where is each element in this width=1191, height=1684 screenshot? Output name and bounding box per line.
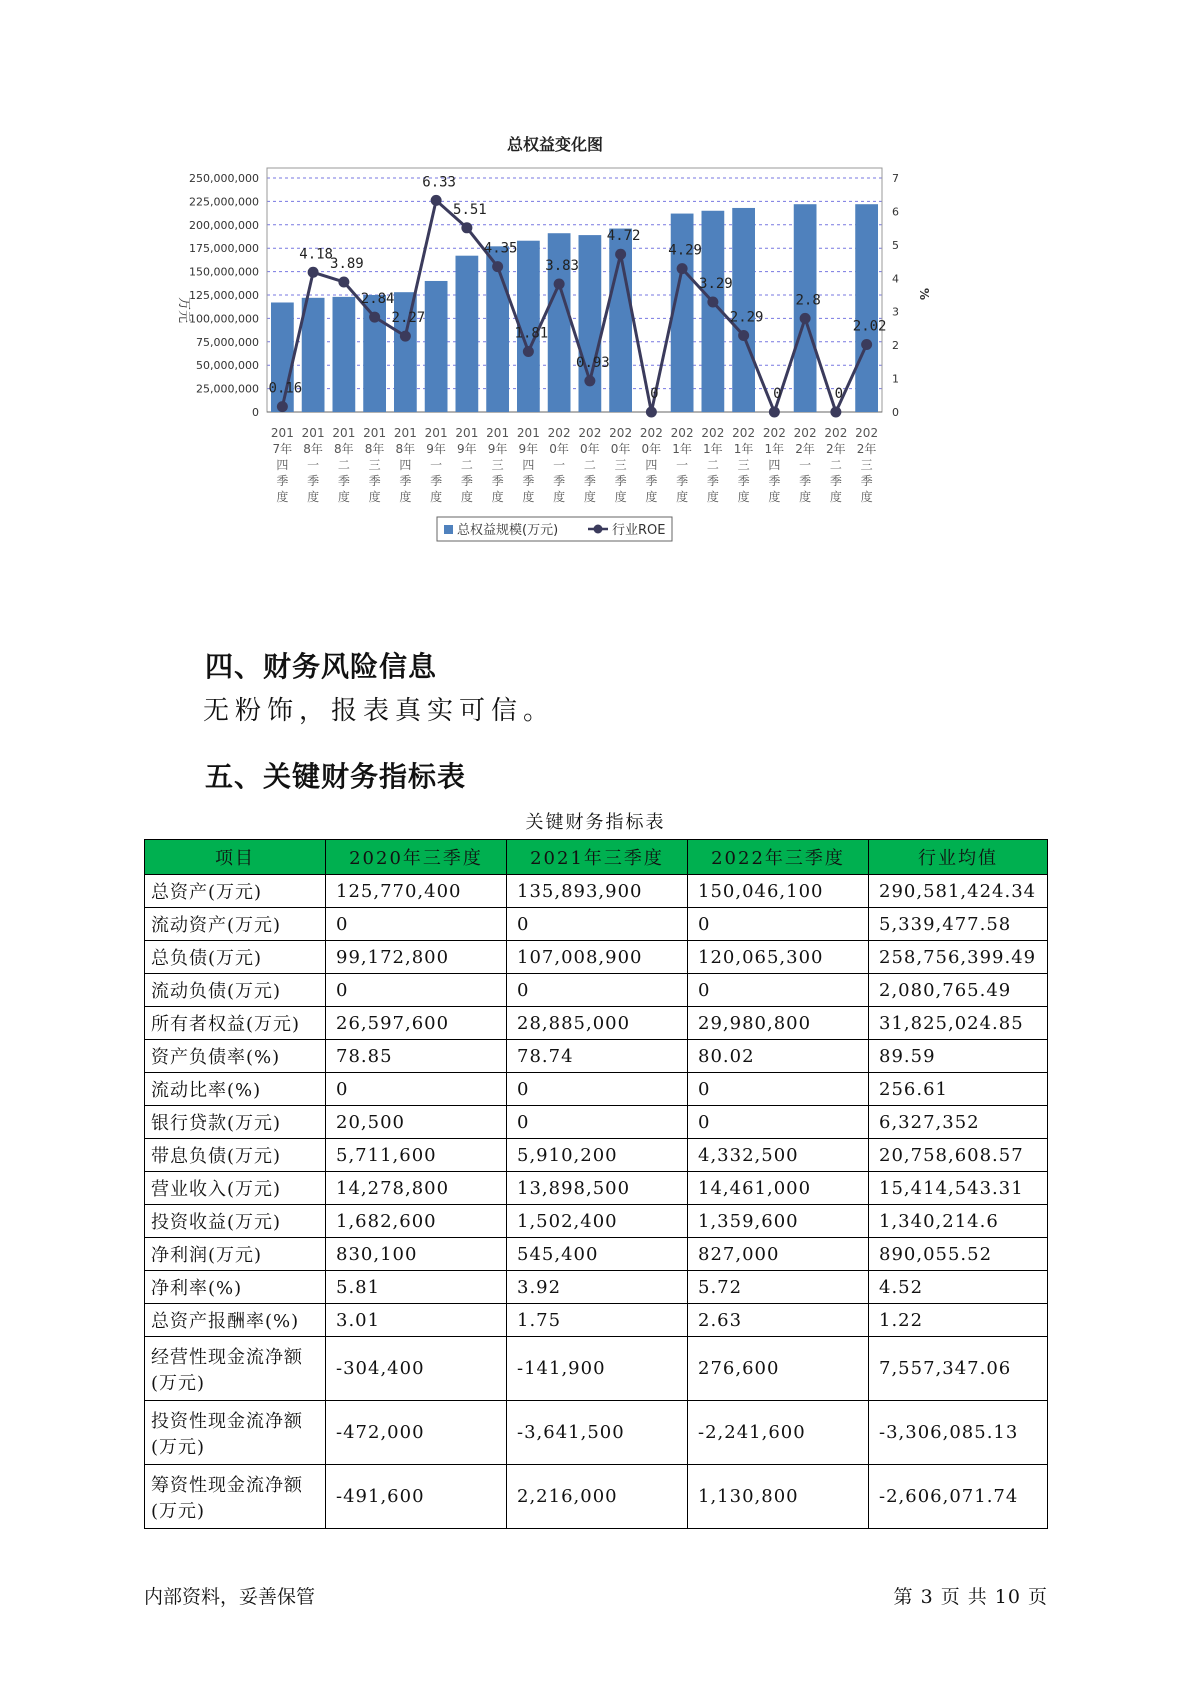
table-cell: 830,100	[326, 1238, 507, 1271]
x-tick-label: 度	[676, 490, 689, 504]
x-tick-label: 季	[860, 474, 873, 488]
roe-data-label: 0.16	[268, 380, 303, 397]
roe-point	[400, 331, 411, 342]
roe-data-label: 2.27	[391, 310, 426, 327]
roe-data-label: 0.93	[576, 354, 610, 371]
table-row	[145, 1401, 1048, 1465]
x-tick-label: 202	[732, 426, 756, 440]
x-tick-label: 二	[460, 458, 473, 472]
table-cell: -2,241,600	[688, 1401, 869, 1465]
table-cell: 1,359,600	[688, 1205, 869, 1238]
table-cell: 0	[326, 974, 507, 1007]
y-tick-label: 200,000,000	[189, 218, 259, 232]
table-row	[145, 974, 1048, 1007]
roe-point	[492, 261, 503, 272]
x-tick-label: 季	[829, 474, 842, 488]
metrics-heading: 五、关键财务指标表	[205, 760, 467, 793]
row-label: 资产负债率(%)	[145, 1040, 326, 1073]
row-label: 筹资性现金流净额(万元)	[145, 1465, 326, 1529]
x-tick-label: 度	[829, 490, 842, 504]
table-cell: 28,885,000	[507, 1007, 688, 1040]
table-cell: -141,900	[507, 1337, 688, 1401]
row-label: 净利率(%)	[145, 1271, 326, 1304]
table-cell: -491,600	[326, 1465, 507, 1529]
y-tick-label: 150,000,000	[189, 265, 259, 279]
x-tick-label: 9年	[518, 442, 539, 456]
x-tick-label: 度	[553, 490, 566, 504]
legend-line-label: 行业ROE	[612, 523, 666, 538]
roe-point	[769, 407, 780, 418]
roe-data-label: 3.29	[699, 276, 733, 293]
x-tick-label: 季	[553, 474, 566, 488]
table-cell: -2,606,071.74	[869, 1465, 1048, 1529]
x-tick-label: 四	[399, 458, 412, 472]
table-cell: 29,980,800	[688, 1007, 869, 1040]
roe-data-label: 4.35	[483, 240, 518, 257]
x-tick-label: 9年	[426, 442, 446, 456]
roe-data-label: 1.81	[514, 325, 549, 342]
x-tick-label: 202	[701, 426, 725, 440]
y2-tick-label: 5	[892, 238, 899, 252]
x-tick-label: 202	[670, 426, 694, 440]
x-tick-label: 0年	[580, 442, 600, 456]
table-cell: 0	[507, 974, 688, 1007]
table-cell: 0	[326, 908, 507, 941]
x-tick-label: 四	[522, 458, 535, 472]
x-tick-label: 度	[399, 490, 412, 504]
table-cell: 1,502,400	[507, 1205, 688, 1238]
x-tick-label: 201	[455, 426, 479, 440]
table-cell: 0	[507, 1106, 688, 1139]
table-cell: 4.52	[869, 1271, 1048, 1304]
row-label: 净利润(万元)	[145, 1238, 326, 1271]
x-tick-label: 一	[676, 458, 689, 472]
row-label: 流动资产(万元)	[145, 908, 326, 941]
x-tick-label: 7年	[272, 442, 293, 456]
roe-point	[308, 267, 319, 278]
table-row	[145, 1205, 1048, 1238]
x-tick-label: 二	[583, 458, 596, 472]
table-row	[145, 1304, 1048, 1337]
x-tick-label: 季	[676, 474, 689, 488]
table-cell: 89.59	[869, 1040, 1048, 1073]
roe-data-label: 6.33	[422, 174, 456, 191]
x-tick-label: 201	[486, 426, 510, 440]
table-cell: 13,898,500	[507, 1172, 688, 1205]
table-cell: 14,278,800	[326, 1172, 507, 1205]
roe-data-label: 4.29	[668, 242, 702, 259]
header-2021q3: 2021年三季度	[507, 840, 688, 875]
roe-data-label: 0	[773, 386, 782, 402]
x-tick-label: 201	[424, 426, 448, 440]
x-tick-label: 201	[270, 426, 294, 440]
x-tick-label: 9年	[487, 442, 508, 456]
table-cell: 0	[688, 1106, 869, 1139]
x-tick-label: 0年	[610, 442, 631, 456]
header-2022q3: 2022年三季度	[688, 840, 869, 875]
table-cell: 0	[688, 908, 869, 941]
roe-data-label: 3.89	[330, 255, 364, 272]
row-label: 投资收益(万元)	[145, 1205, 326, 1238]
y-tick-label: 50,000,000	[196, 359, 259, 373]
x-tick-label: 一	[553, 458, 566, 472]
y-tick-label: 175,000,000	[189, 242, 259, 256]
table-cell: 0	[507, 1073, 688, 1106]
y2-tick-label: 2	[892, 339, 899, 353]
x-tick-label: 季	[276, 474, 289, 488]
x-tick-label: 季	[737, 474, 750, 488]
x-tick-label: 度	[768, 490, 781, 504]
roe-point	[738, 330, 749, 341]
x-tick-label: 201	[516, 426, 540, 440]
x-tick-label: 202	[762, 426, 786, 440]
header-item: 项目	[145, 840, 326, 875]
row-label: 总资产报酬率(%)	[145, 1304, 326, 1337]
table-cell: 827,000	[688, 1238, 869, 1271]
y-tick-label: 100,000,000	[189, 312, 259, 326]
roe-point	[800, 313, 811, 324]
table-cell: 0	[507, 908, 688, 941]
equity-chart-svg	[170, 135, 1020, 595]
table-cell: 80.02	[688, 1040, 869, 1073]
x-tick-label: 度	[860, 490, 873, 504]
equity-bar	[425, 281, 448, 412]
x-tick-label: 季	[706, 474, 719, 488]
x-tick-label: 202	[855, 426, 879, 440]
x-tick-label: 1年	[764, 442, 785, 456]
x-tick-label: 季	[430, 474, 443, 488]
table-cell: 5.72	[688, 1271, 869, 1304]
x-tick-label: 度	[307, 490, 320, 504]
table-cell: 5,339,477.58	[869, 908, 1048, 941]
chart-title: 总权益变化图	[506, 135, 604, 154]
x-tick-label: 度	[276, 490, 289, 504]
x-tick-label: 三	[614, 458, 627, 472]
equity-bar	[855, 204, 878, 412]
table-cell: 14,461,000	[688, 1172, 869, 1205]
y2-tick-label: 6	[892, 205, 899, 219]
x-tick-label: 季	[522, 474, 535, 488]
x-tick-label: 度	[491, 490, 504, 504]
table-cell: 2.63	[688, 1304, 869, 1337]
table-cell: 256.61	[869, 1073, 1048, 1106]
roe-data-label: 2.8	[795, 292, 821, 309]
x-tick-label: 度	[522, 490, 535, 504]
roe-point	[677, 263, 688, 274]
x-tick-label: 202	[793, 426, 817, 440]
y2-tick-label: 7	[892, 172, 899, 185]
table-cell: 20,758,608.57	[869, 1139, 1048, 1172]
table-cell: 5,910,200	[507, 1139, 688, 1172]
x-tick-label: 三	[491, 458, 504, 472]
x-tick-label: 202	[578, 426, 602, 440]
roe-point	[431, 195, 442, 206]
footer-confidential: 内部资料，妥善保管	[144, 1586, 316, 1608]
financial-metrics-table	[144, 839, 1048, 1529]
x-tick-label: 度	[583, 490, 596, 504]
table-cell: 78.85	[326, 1040, 507, 1073]
x-tick-label: 季	[460, 474, 473, 488]
x-tick-label: 一	[430, 458, 443, 472]
y2-tick-label: 3	[892, 305, 899, 319]
x-tick-label: 8年	[334, 442, 354, 456]
roe-point	[277, 401, 288, 412]
row-label: 流动比率(%)	[145, 1073, 326, 1106]
x-tick-label: 2年	[856, 442, 877, 456]
table-cell: 2,080,765.49	[869, 974, 1048, 1007]
y2-tick-label: 1	[892, 372, 899, 386]
table-cell: 6,327,352	[869, 1106, 1048, 1139]
x-tick-label: 度	[430, 490, 443, 504]
table-row	[145, 1271, 1048, 1304]
table-cell: 890,055.52	[869, 1238, 1048, 1271]
x-tick-label: 三	[368, 458, 381, 472]
row-label: 总资产(万元)	[145, 875, 326, 908]
x-tick-label: 度	[645, 490, 658, 504]
risk-heading: 四、财务风险信息	[205, 650, 438, 683]
x-tick-label: 季	[491, 474, 504, 488]
roe-point	[707, 297, 718, 308]
x-tick-label: 201	[332, 426, 356, 440]
x-tick-label: 度	[368, 490, 381, 504]
roe-point	[830, 407, 841, 418]
x-tick-label: 201	[393, 426, 417, 440]
x-tick-label: 一	[307, 458, 320, 472]
table-cell: 1.22	[869, 1304, 1048, 1337]
y-tick-label: 75,000,000	[196, 335, 259, 349]
table-cell: 258,756,399.49	[869, 941, 1048, 974]
table-row	[145, 1238, 1048, 1271]
x-tick-label: 度	[799, 490, 812, 504]
footer-page-number: 第 3 页 共 10 页	[893, 1586, 1048, 1608]
roe-data-label: 4.18	[299, 246, 333, 263]
x-tick-label: 度	[460, 490, 473, 504]
table-cell: 99,172,800	[326, 941, 507, 974]
row-label: 经营性现金流净额(万元)	[145, 1337, 326, 1401]
x-tick-label: 201	[301, 426, 325, 440]
table-cell: 125,770,400	[326, 875, 507, 908]
table-cell: 20,500	[326, 1106, 507, 1139]
x-tick-label: 季	[614, 474, 627, 488]
table-cell: 290,581,424.34	[869, 875, 1048, 908]
roe-point	[369, 312, 380, 323]
y-tick-label: 125,000,000	[189, 289, 259, 302]
x-tick-label: 三	[737, 458, 750, 472]
x-tick-label: 202	[824, 426, 848, 440]
roe-point	[338, 276, 349, 287]
x-tick-label: 2年	[826, 442, 846, 456]
x-tick-label: 0年	[549, 442, 569, 456]
table-row	[145, 941, 1048, 974]
table-cell: 1,682,600	[326, 1205, 507, 1238]
x-tick-label: 202	[639, 426, 663, 440]
table-cell: 135,893,900	[507, 875, 688, 908]
table-row	[145, 1337, 1048, 1401]
y2-tick-label: 0	[892, 406, 899, 419]
table-cell: 1.75	[507, 1304, 688, 1337]
plot-area-border	[267, 168, 882, 412]
roe-point	[646, 407, 657, 418]
row-label: 银行贷款(万元)	[145, 1106, 326, 1139]
row-label: 所有者权益(万元)	[145, 1007, 326, 1040]
y-tick-label: 25,000,000	[196, 382, 259, 396]
roe-data-label: 3.83	[545, 257, 579, 274]
x-tick-label: 四	[276, 458, 289, 472]
equity-bar	[332, 297, 355, 412]
equity-bar	[455, 256, 478, 412]
table-cell: 26,597,600	[326, 1007, 507, 1040]
x-tick-label: 季	[768, 474, 781, 488]
roe-data-label: 2.84	[360, 291, 395, 308]
roe-data-label: 5.51	[453, 201, 487, 218]
table-cell: -304,400	[326, 1337, 507, 1401]
table-cell: 3.01	[326, 1304, 507, 1337]
y2-axis-title: %	[917, 288, 931, 301]
table-cell: 120,065,300	[688, 941, 869, 974]
x-tick-label: 四	[645, 458, 658, 472]
x-tick-label: 202	[547, 426, 571, 440]
table-cell: -3,306,085.13	[869, 1401, 1048, 1465]
x-tick-label: 8年	[395, 442, 416, 456]
row-label: 带息负债(万元)	[145, 1139, 326, 1172]
table-row	[145, 1139, 1048, 1172]
table-row	[145, 1106, 1048, 1139]
equity-chart	[170, 135, 1020, 595]
legend-bar-label: 总权益规模(万元)	[457, 523, 559, 538]
roe-point	[523, 346, 534, 357]
x-tick-label: 度	[614, 490, 627, 504]
roe-data-label: 0	[650, 386, 659, 402]
x-tick-label: 8年	[364, 442, 385, 456]
table-row	[145, 1465, 1048, 1529]
table-row	[145, 1073, 1048, 1106]
x-tick-label: 9年	[457, 442, 477, 456]
equity-bar	[302, 298, 325, 412]
x-tick-label: 度	[706, 490, 719, 504]
row-label: 总负债(万元)	[145, 941, 326, 974]
y-tick-label: 250,000,000	[189, 172, 259, 185]
roe-point	[554, 278, 565, 289]
row-label: 投资性现金流净额(万元)	[145, 1401, 326, 1465]
x-tick-label: 二	[706, 458, 719, 472]
x-tick-label: 四	[768, 458, 781, 472]
roe-point	[584, 375, 595, 386]
roe-point	[861, 339, 872, 350]
y2-tick-label: 4	[892, 272, 899, 286]
header-2020q3: 2020年三季度	[326, 840, 507, 875]
table-cell: 1,130,800	[688, 1465, 869, 1529]
table-cell: 4,332,500	[688, 1139, 869, 1172]
table-cell: -3,641,500	[507, 1401, 688, 1465]
y-axis-title: 万元	[176, 297, 191, 324]
table-caption: 关键财务指标表	[525, 812, 666, 833]
table-cell: 5.81	[326, 1271, 507, 1304]
x-tick-label: 二	[337, 458, 350, 472]
table-cell: 5,711,600	[326, 1139, 507, 1172]
table-cell: 545,400	[507, 1238, 688, 1271]
table-cell: 78.74	[507, 1040, 688, 1073]
x-tick-label: 二	[829, 458, 842, 472]
table-cell: 0	[688, 974, 869, 1007]
table-row	[145, 1172, 1048, 1205]
table-row	[145, 908, 1048, 941]
table-cell: 150,046,100	[688, 875, 869, 908]
legend-line-marker	[594, 525, 603, 534]
row-label: 流动负债(万元)	[145, 974, 326, 1007]
table-cell: 276,600	[688, 1337, 869, 1401]
table-cell: 2,216,000	[507, 1465, 688, 1529]
row-label: 营业收入(万元)	[145, 1172, 326, 1205]
y-tick-label: 225,000,000	[189, 195, 259, 209]
x-tick-label: 度	[337, 490, 350, 504]
roe-data-label: 0	[834, 386, 844, 402]
legend-bar-swatch	[444, 525, 453, 534]
x-tick-label: 1年	[703, 442, 723, 456]
roe-point	[461, 222, 472, 233]
table-cell: 1,340,214.6	[869, 1205, 1048, 1238]
x-tick-label: 202	[609, 426, 633, 440]
table-body	[145, 875, 1048, 1529]
x-tick-label: 季	[337, 474, 350, 488]
table-header-row	[145, 840, 1048, 875]
table-cell: 15,414,543.31	[869, 1172, 1048, 1205]
table-cell: 107,008,900	[507, 941, 688, 974]
x-tick-label: 季	[799, 474, 812, 488]
table-cell: 3.92	[507, 1271, 688, 1304]
table-cell: 0	[688, 1073, 869, 1106]
x-tick-label: 0年	[641, 442, 662, 456]
roe-data-label: 2.02	[852, 318, 887, 335]
x-tick-label: 季	[583, 474, 596, 488]
x-tick-label: 1年	[733, 442, 754, 456]
roe-data-label: 2.29	[729, 309, 764, 326]
roe-data-label: 4.72	[606, 228, 641, 245]
table-row	[145, 1040, 1048, 1073]
table-cell: 0	[326, 1073, 507, 1106]
x-tick-label: 季	[645, 474, 658, 488]
x-tick-label: 季	[368, 474, 381, 488]
risk-text: 无粉饰，报表真实可信。	[203, 696, 556, 726]
x-tick-label: 1年	[672, 442, 692, 456]
x-tick-label: 一	[799, 458, 812, 472]
table-row	[145, 1007, 1048, 1040]
x-tick-label: 季	[399, 474, 412, 488]
x-tick-label: 2年	[795, 442, 815, 456]
table-cell: 31,825,024.85	[869, 1007, 1048, 1040]
y-tick-label: 0	[252, 406, 259, 419]
table-cell: 7,557,347.06	[869, 1337, 1048, 1401]
x-tick-label: 8年	[303, 442, 323, 456]
x-tick-label: 三	[860, 458, 873, 472]
table-row	[145, 875, 1048, 908]
header-industry-average: 行业均值	[869, 840, 1048, 875]
x-tick-label: 季	[307, 474, 320, 488]
x-tick-label: 度	[737, 490, 750, 504]
roe-point	[615, 249, 626, 260]
table-cell: -472,000	[326, 1401, 507, 1465]
x-tick-label: 201	[363, 426, 387, 440]
